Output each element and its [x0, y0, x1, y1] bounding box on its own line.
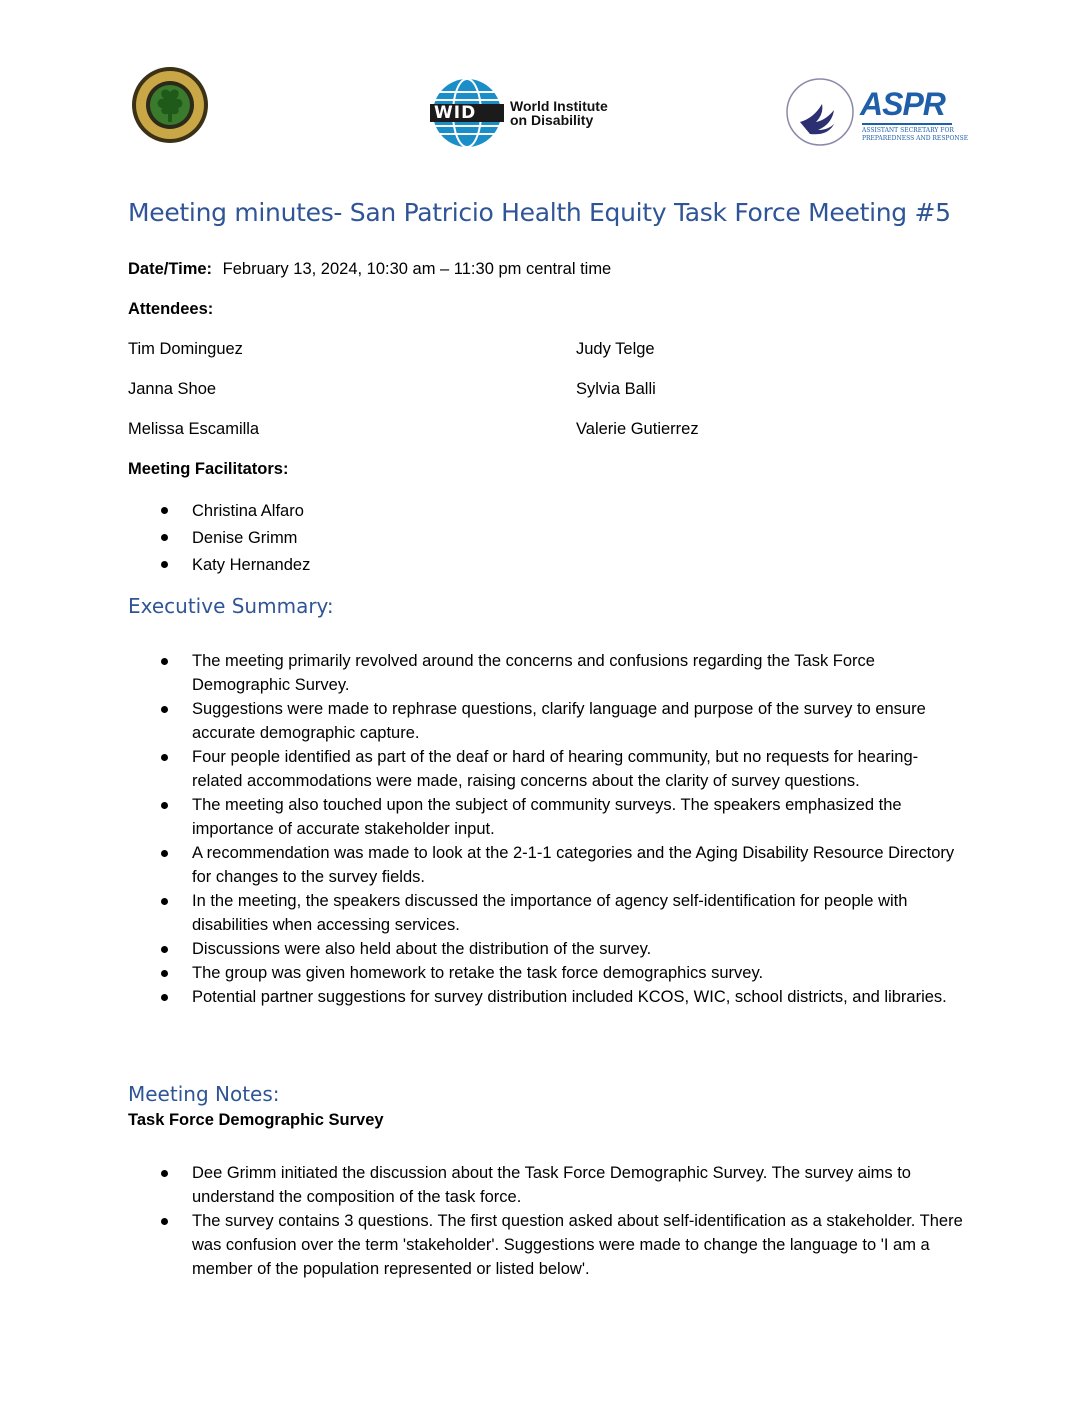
- datetime-label: Date/Time:: [128, 260, 213, 278]
- wid-logo: [430, 76, 630, 150]
- list-item: Katy Hernandez: [128, 552, 968, 579]
- list-item: In the meeting, the speakers discussed the importance of agency self-identification for people with disabilities when accessing services.: [128, 889, 968, 937]
- list-item: Four people identified as part of the deaf or hard of hearing community, but no requests for hearing-related accommodations were made, raising concerns about the clarity of survey questions.: [128, 745, 968, 793]
- datetime-value: February 13, 2024, 10:30 am – 11:30 pm central time: [222, 260, 612, 278]
- attendee-name: Tim Dominguez: [128, 340, 243, 358]
- aspr-subtitle-line2: PREPAREDNESS AND RESPONSE: [862, 135, 969, 142]
- attendee-name: Judy Telge: [576, 340, 655, 358]
- attendee-name: Valerie Gutierrez: [576, 420, 699, 438]
- datetime-line: [128, 260, 611, 279]
- meeting-notes-subheading: Task Force Demographic Survey: [128, 1111, 384, 1129]
- meeting-notes-list: [128, 1161, 968, 1281]
- list-item: The survey contains 3 questions. The first question asked about self-identification as a stakeholder. There was confusion over the term 'stakeholder'. Suggestions were made to change the language to 'I am a member of the population represented or listed below'.: [128, 1209, 968, 1281]
- facilitators-list: [128, 498, 968, 579]
- aspr-subtitle-line1: ASSISTANT SECRETARY FOR: [862, 127, 954, 134]
- wid-abbr: WID: [434, 103, 477, 123]
- attendees-label: Attendees:: [128, 300, 214, 318]
- list-item: The meeting also touched upon the subject of community surveys. The speakers emphasized the importance of accurate stakeholder input.: [128, 793, 968, 841]
- attendee-name: Melissa Escamilla: [128, 420, 260, 438]
- aspr-logo: [780, 76, 969, 148]
- list-item: A recommendation was made to look at the 2-1-1 categories and the Aging Disability Resource Directory for changes to the survey fields.: [128, 841, 968, 889]
- attendee-name: Janna Shoe: [128, 380, 217, 398]
- list-item: Christina Alfaro: [128, 498, 968, 525]
- page-title: Meeting minutes- San Patricio Health Equity Task Force Meeting #5: [128, 198, 951, 227]
- meeting-notes-heading: Meeting Notes:: [128, 1082, 280, 1106]
- facilitators-label: Meeting Facilitators:: [128, 460, 289, 478]
- executive-summary-heading: Executive Summary:: [128, 594, 334, 618]
- list-item: Dee Grimm initiated the discussion about the Task Force Demographic Survey. The survey aims to understand the composition of the task force.: [128, 1161, 968, 1209]
- aspr-name: ASPR: [860, 86, 945, 122]
- list-item: The group was given homework to retake the task force demographics survey.: [128, 961, 968, 985]
- list-item: The meeting primarily revolved around the concerns and confusions regarding the Task Force Demographic Survey.: [128, 649, 968, 697]
- wid-name-line1: World Institute: [510, 98, 608, 114]
- list-item: Discussions were also held about the distribution of the survey.: [128, 937, 968, 961]
- list-item: Potential partner suggestions for survey distribution included KCOS, WIC, school districts, and libraries.: [128, 985, 968, 1009]
- list-item: Denise Grimm: [128, 525, 968, 552]
- executive-summary-list: [128, 649, 968, 1009]
- hhs-eagle-seal-icon: [784, 76, 856, 148]
- wid-name-line2: on Disability: [510, 112, 594, 128]
- county-seal-logo: [128, 66, 212, 144]
- attendee-name: Sylvia Balli: [576, 380, 656, 398]
- list-item: Suggestions were made to rephrase questions, clarify language and purpose of the survey to ensure accurate demographic capture.: [128, 697, 968, 745]
